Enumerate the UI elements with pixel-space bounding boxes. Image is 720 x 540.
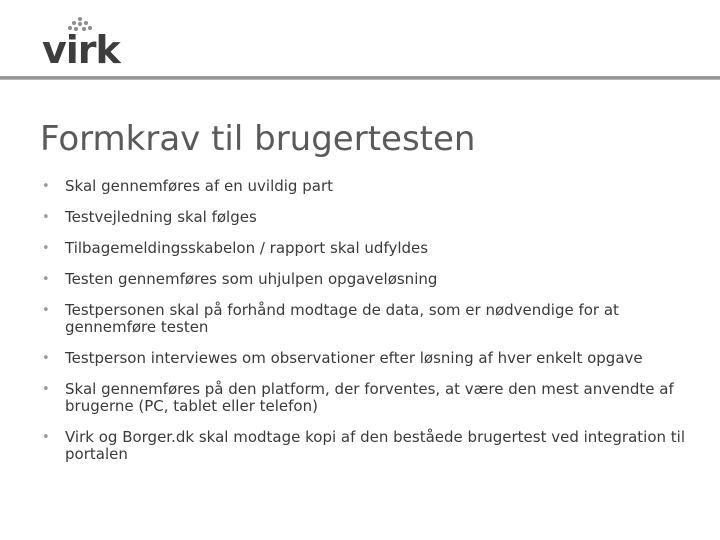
bullet-icon: • <box>42 179 50 194</box>
list-item-text: Testperson interviewes om observationer efter løsning af hver enkelt opgave <box>65 349 643 367</box>
page-title: Formkrav til brugertesten <box>40 119 476 159</box>
list-item-text: Virk og Borger.dk skal modtage kopi af den beståede brugertest ved integration til portalen <box>65 428 686 463</box>
bullet-icon: • <box>42 382 50 397</box>
bullet-icon: • <box>42 241 50 256</box>
virk-logo <box>42 16 122 72</box>
bullet-icon: • <box>42 430 50 445</box>
list-item <box>42 429 692 463</box>
list-item <box>42 271 692 288</box>
bullet-icon: • <box>42 210 50 225</box>
list-item <box>42 178 692 195</box>
list-item <box>42 209 692 226</box>
list-item <box>42 350 692 367</box>
list-item-text: Tilbagemeldingsskabelon / rapport skal udfyldes <box>65 239 429 257</box>
bullet-icon: • <box>42 303 50 318</box>
header-divider <box>0 76 720 80</box>
list-item-text: Skal gennemføres på den platform, der forventes, at være den mest anvendte af brugerne (PC, tablet eller telefon) <box>65 380 674 415</box>
requirements-list <box>42 178 692 477</box>
list-item-text: Skal gennemføres af en uvildig part <box>65 177 333 195</box>
list-item-text: Testvejledning skal følges <box>65 208 257 226</box>
list-item <box>42 240 692 257</box>
list-item <box>42 381 692 415</box>
list-item-text: Testen gennemføres som uhjulpen opgaveløsning <box>65 270 438 288</box>
list-item-text: Testpersonen skal på forhånd modtage de data, som er nødvendige for at gennemføre testen <box>65 301 619 336</box>
logo-wordmark: virk <box>42 28 120 72</box>
list-item <box>42 302 692 336</box>
bullet-icon: • <box>42 272 50 287</box>
bullet-icon: • <box>42 351 50 366</box>
